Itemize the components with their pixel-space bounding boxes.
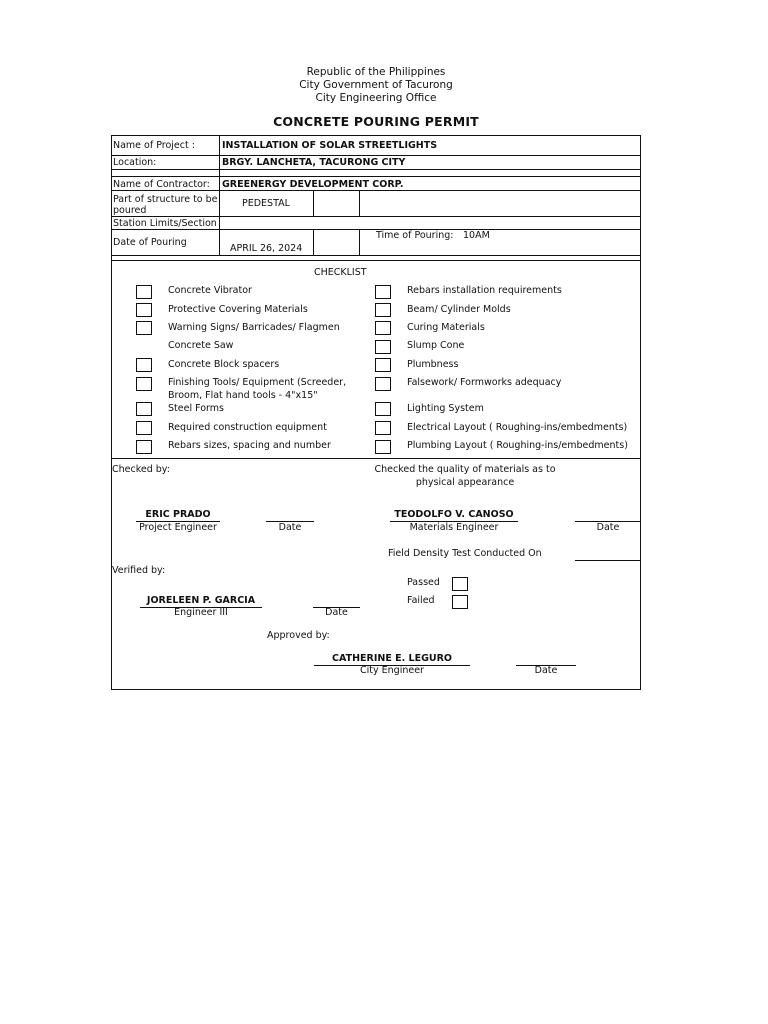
checklist-item-label: Broom, Flat hand tools - 4"x15"	[168, 390, 318, 401]
rule	[111, 458, 641, 459]
checklist-item-label: Protective Covering Materials	[168, 304, 308, 315]
checkbox-electrical-layout[interactable]	[375, 421, 391, 435]
date-label: Date	[325, 607, 348, 618]
field-density-line	[575, 560, 641, 561]
field-density-label: Field Density Test Conducted On	[388, 548, 542, 559]
checkbox-rebars-sizes[interactable]	[136, 440, 152, 454]
checkbox-falsework[interactable]	[375, 377, 391, 391]
location-value: BRGY. LANCHETA, TACURONG CITY	[222, 157, 406, 168]
materials-engineer-title: Materials Engineer	[409, 522, 499, 533]
checklist-item-label: Concrete Block spacers	[168, 359, 280, 370]
rule	[111, 176, 641, 177]
engineer-iii-title: Engineer III	[174, 607, 228, 618]
checkbox-plumbness[interactable]	[375, 358, 391, 372]
contractor-label: Name of Contractor:	[113, 179, 210, 190]
verified-by-label: Verified by:	[112, 565, 166, 576]
time-of-pouring-label: Time of Pouring:	[376, 230, 454, 241]
date-of-pouring-value: APRIL 26, 2024	[230, 243, 303, 254]
time-of-pouring-value: 10AM	[463, 230, 490, 241]
checklist-item-label: Falsework/ Formworks adequacy	[407, 377, 562, 388]
checkbox-protective-covering[interactable]	[136, 303, 152, 317]
rule	[313, 190, 314, 216]
header-line-1: Republic of the Philippines	[306, 66, 446, 78]
materials-engineer-name: TEODOLFO V. CANOSO	[394, 509, 514, 520]
rule	[111, 260, 641, 261]
checklist-item-label: Plumbness	[407, 359, 459, 370]
checked-by-label: Checked by:	[112, 464, 170, 475]
city-engineer-title: City Engineer	[360, 665, 424, 676]
checkbox-finishing-tools[interactable]	[136, 377, 152, 391]
checkbox-steel-forms[interactable]	[136, 402, 152, 416]
quality-check-line-2: physical appearance	[415, 477, 515, 488]
project-engineer-title: Project Engineer	[139, 522, 217, 533]
checkbox-slump-cone[interactable]	[375, 340, 391, 354]
checkbox-rebars-installation[interactable]	[375, 285, 391, 299]
checklist-item-label: Steel Forms	[168, 403, 224, 414]
header-line-3: City Engineering Office	[315, 92, 437, 104]
checklist-title: CHECKLIST	[314, 267, 367, 278]
station-label: Station Limits/Section	[113, 218, 217, 229]
rule	[359, 190, 360, 216]
checkbox-beam-cylinder-molds[interactable]	[375, 303, 391, 317]
structure-value: PEDESTAL	[242, 198, 290, 209]
page-title: CONCRETE POURING PERMIT	[273, 114, 479, 129]
engineer-iii-name: JORELEEN P. GARCIA	[146, 595, 256, 606]
checklist-item-label: Beam/ Cylinder Molds	[407, 304, 511, 315]
rule	[111, 190, 641, 191]
checkbox-failed[interactable]	[452, 595, 468, 609]
checkbox-plumbing-layout[interactable]	[375, 440, 391, 454]
checklist-item-label: Required construction equipment	[168, 422, 327, 433]
structure-label-line-2: poured	[113, 205, 147, 216]
rule	[313, 229, 314, 255]
checklist-item-label: Curing Materials	[407, 322, 485, 333]
date-of-pouring-label: Date of Pouring	[113, 237, 187, 248]
failed-label: Failed	[407, 595, 435, 606]
checklist-item-label: Rebars sizes, spacing and number	[168, 440, 331, 451]
checklist-item-label: Slump Cone	[407, 340, 465, 351]
checkbox-lighting-system[interactable]	[375, 402, 391, 416]
approved-by-label: Approved by:	[267, 630, 330, 641]
date-label: Date	[596, 522, 620, 533]
header-line-2: City Government of Tacurong	[299, 79, 453, 91]
checklist-item-label: Warning Signs/ Barricades/ Flagmen	[168, 322, 340, 333]
passed-label: Passed	[407, 577, 440, 588]
checklist-item-label: Finishing Tools/ Equipment (Screeder,	[168, 377, 347, 388]
contractor-value: GREENERGY DEVELOPMENT CORP.	[222, 179, 404, 190]
checklist-item-label: Concrete Vibrator	[168, 285, 252, 296]
project-engineer-name: ERIC PRADO	[145, 509, 211, 520]
checklist-item-label: Electrical Layout ( Roughing-ins/embedments)	[407, 422, 628, 433]
city-engineer-name: CATHERINE E. LEGURO	[332, 653, 452, 664]
checklist-item-label: Concrete Saw	[168, 340, 234, 351]
structure-label-line-1: Part of structure to be	[113, 194, 218, 205]
date-label: Date	[534, 665, 558, 676]
rule	[111, 216, 641, 217]
checklist-item-label: Lighting System	[407, 403, 484, 414]
rule	[111, 155, 641, 156]
checkbox-curing-materials[interactable]	[375, 321, 391, 335]
project-label: Name of Project :	[113, 140, 195, 151]
date-label: Date	[278, 522, 302, 533]
rule	[219, 135, 220, 255]
checkbox-construction-equipment[interactable]	[136, 421, 152, 435]
quality-check-line-1: Checked the quality of materials as to	[374, 464, 556, 475]
rule	[359, 229, 360, 255]
checklist-item-label: Plumbing Layout ( Roughing-ins/embedments)	[407, 440, 628, 451]
checklist-item-label: Rebars installation requirements	[407, 285, 562, 296]
checkbox-warning-signs[interactable]	[136, 321, 152, 335]
rule	[111, 169, 641, 170]
checkbox-passed[interactable]	[452, 577, 468, 591]
location-label: Location:	[113, 157, 157, 168]
checkbox-concrete-vibrator[interactable]	[136, 285, 152, 299]
project-value: INSTALLATION OF SOLAR STREETLIGHTS	[222, 140, 438, 151]
rule	[111, 255, 641, 256]
checkbox-concrete-block-spacers[interactable]	[136, 358, 152, 372]
